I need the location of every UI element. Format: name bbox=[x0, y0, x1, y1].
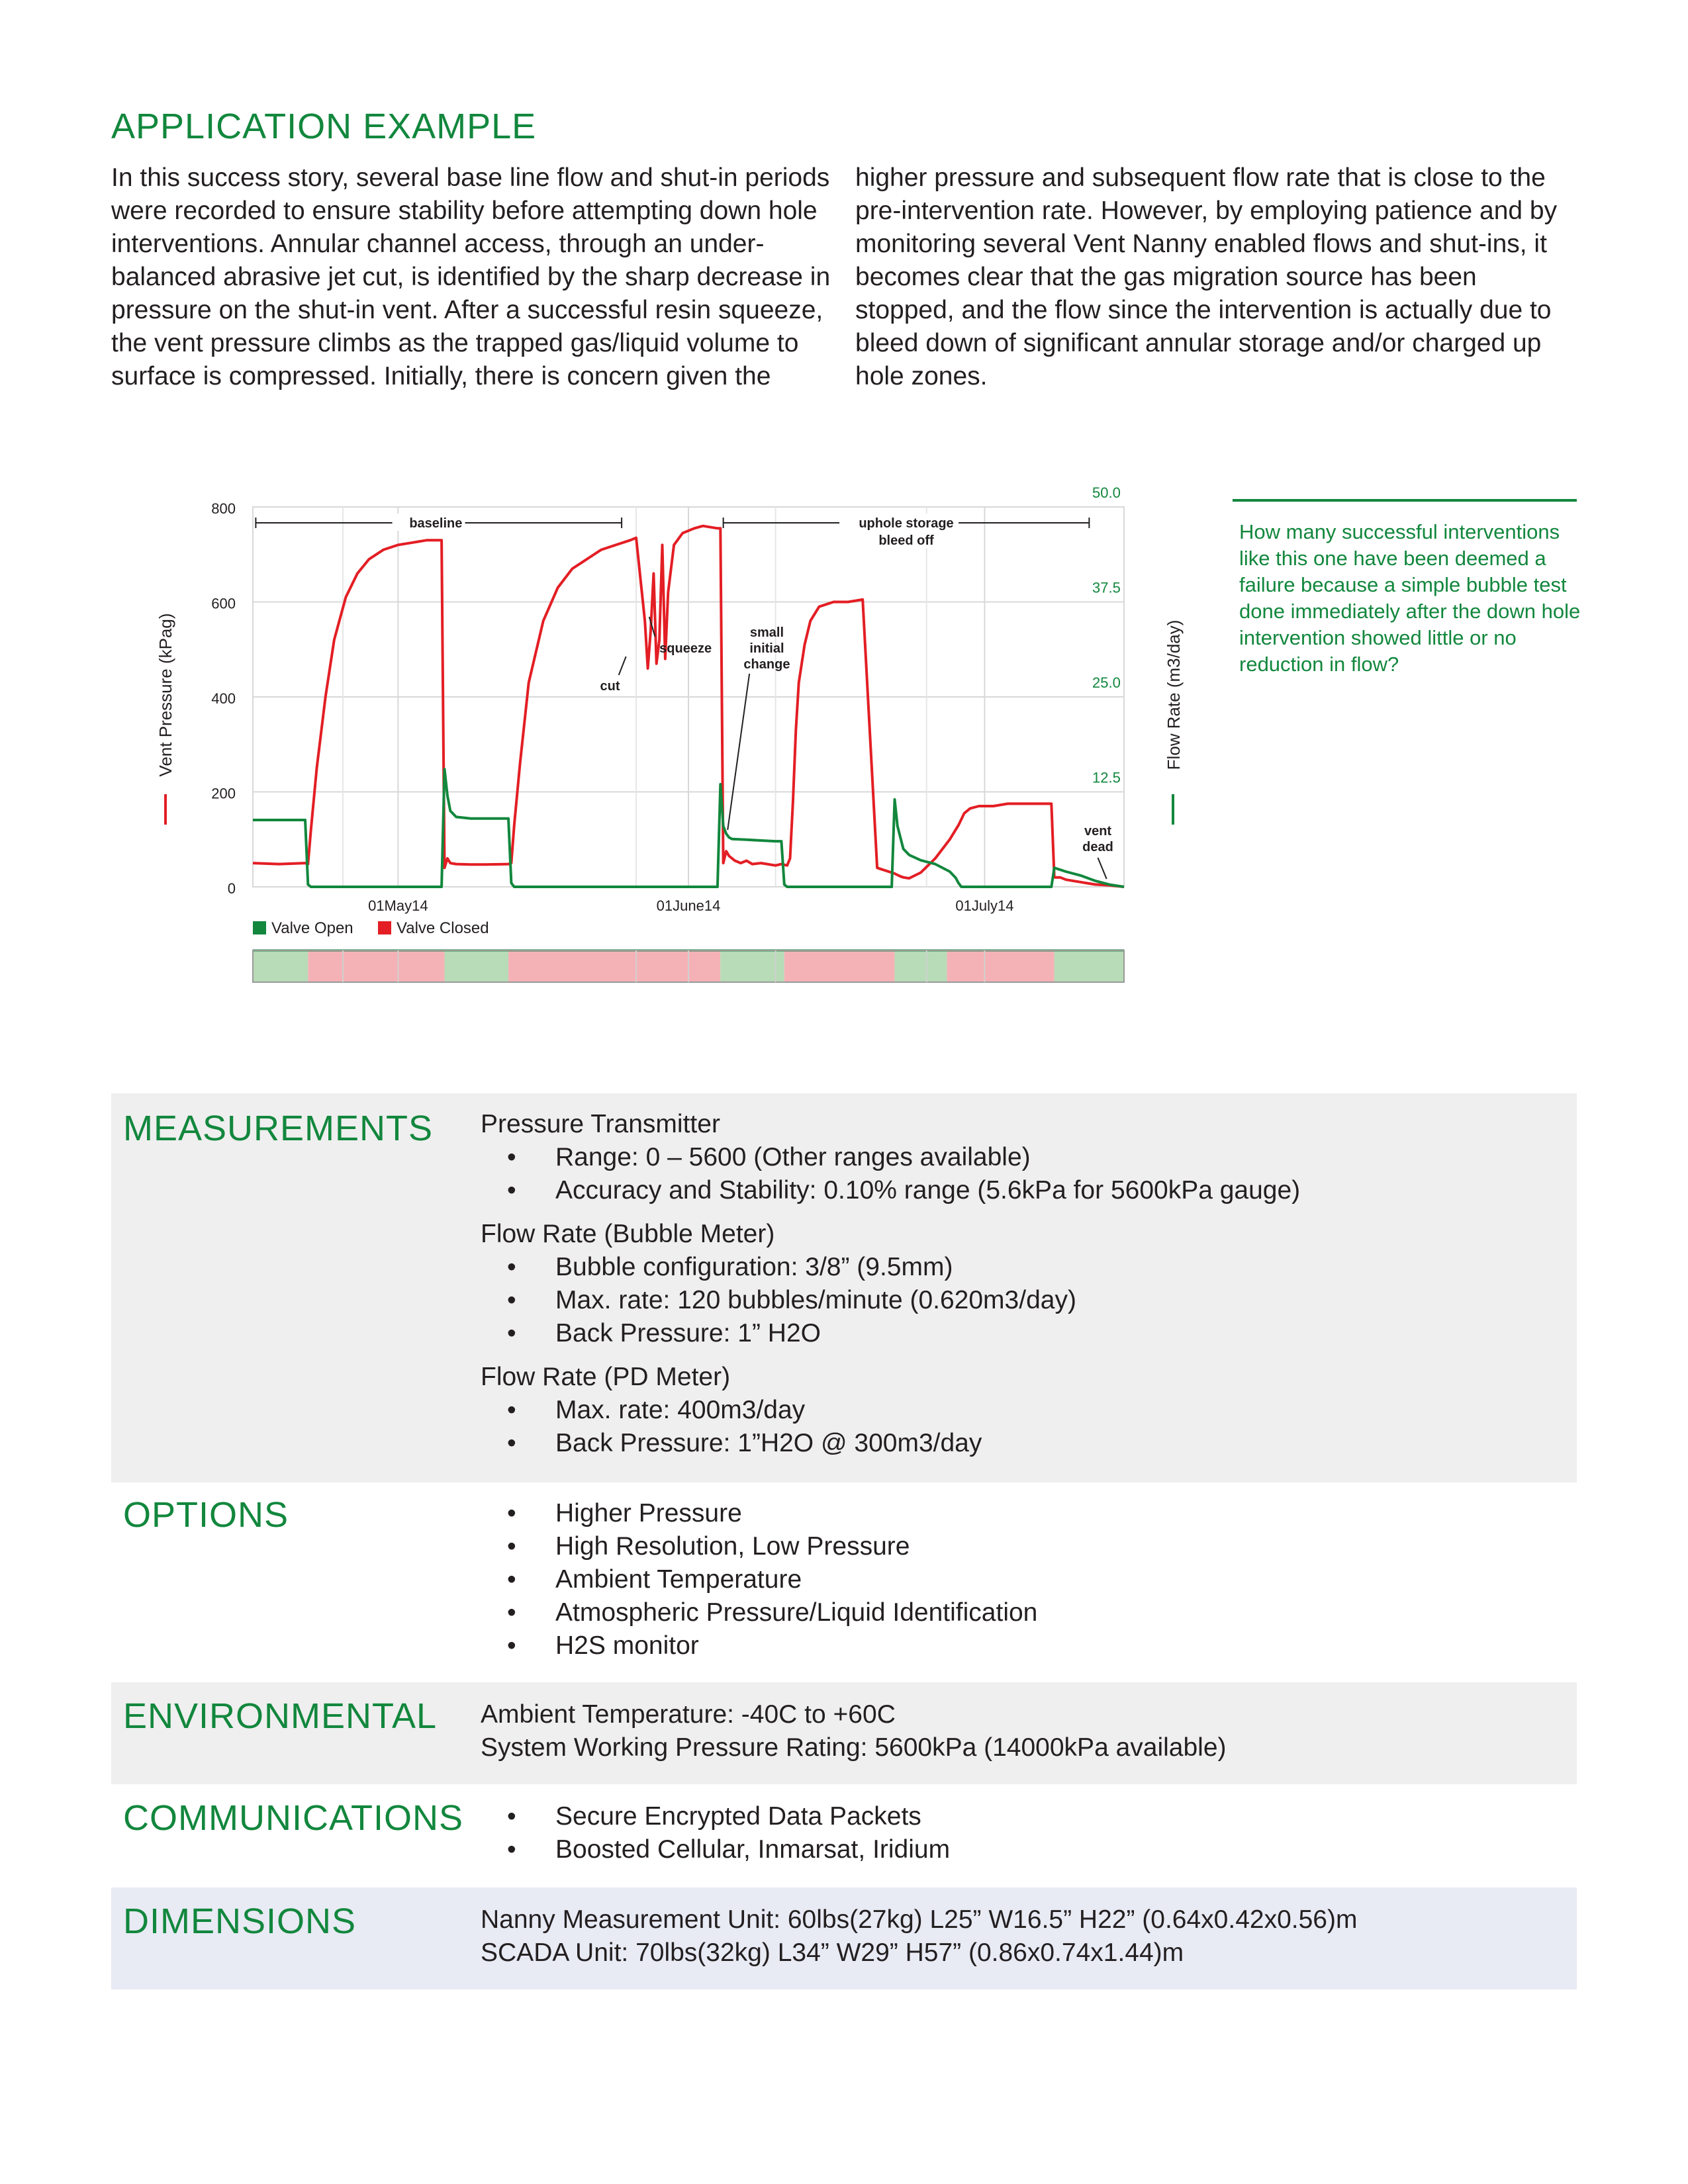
valve-open-segment bbox=[894, 950, 947, 982]
y2-tick-label: 25.0 bbox=[1092, 674, 1121, 691]
bullet-icon: • bbox=[507, 1429, 516, 1457]
annotation-baseline: baseline bbox=[409, 516, 463, 531]
y-axis-title: Vent Pressure (kPag) bbox=[156, 613, 175, 777]
bullet-icon: • bbox=[507, 1532, 516, 1561]
communications-body bbox=[481, 1800, 950, 1866]
measurements-section bbox=[111, 1093, 1577, 1482]
environmental-section bbox=[111, 1682, 1577, 1784]
annotation-squeeze: squeeze bbox=[659, 641, 712, 656]
measurements-label: MEASUREMENTS bbox=[123, 1109, 434, 1148]
environmental-line: Ambient Temperature: -40C to +60C bbox=[481, 1700, 896, 1729]
list-item: • Back Pressure: 1” H2O bbox=[481, 1317, 1300, 1350]
options-list bbox=[481, 1497, 1037, 1662]
valve-closed-segment bbox=[947, 950, 1054, 982]
intro-paragraph-1: In this success story, several base line flow and shut-in periods were recorded to ensure stability before attempting down hole interventions. Annular channel access, through an under-balanced abrasive jet cut, is identified by the sharp decrease in pressure on the shut-in vent. After a successful resin squeeze, the vent pressure climbs as the trapped gas/liquid volume to surface is compressed. Initially, there is concern given the bbox=[111, 163, 831, 390]
intro-column-left bbox=[111, 161, 833, 393]
chart-grid bbox=[253, 507, 1124, 887]
valve-open-segment bbox=[1055, 950, 1124, 982]
bullet-icon: • bbox=[507, 1286, 516, 1314]
annotation-uphole: bleed off bbox=[878, 533, 934, 548]
intro-paragraph-2: higher pressure and subsequent flow rate that is close to the pre-intervention rate. However, by employing patience and by monitoring several Vent Nanny enabled flows and shut-ins, it becomes clear that the gas migration source has been stopped, and the flow since the intervention is actually due to bleed down of significant annular storage and/or charged up hole zones. bbox=[855, 163, 1558, 390]
legend-label: Valve Open bbox=[271, 919, 353, 937]
bullet-icon: • bbox=[507, 1253, 516, 1281]
communications-label: COMMUNICATIONS bbox=[123, 1798, 463, 1838]
annotation-vent-dead: dead bbox=[1082, 840, 1113, 854]
list-item: • High Resolution, Low Pressure bbox=[481, 1530, 1037, 1563]
annotation-small-change: small bbox=[749, 625, 784, 640]
valve-open-segment bbox=[445, 950, 509, 982]
list-item: • Max. rate: 400m3/day bbox=[481, 1394, 1300, 1427]
bullet-icon: • bbox=[507, 1143, 516, 1171]
page-title: APPLICATION EXAMPLE bbox=[111, 107, 537, 146]
bullet-icon: • bbox=[507, 1631, 516, 1660]
communications-section bbox=[111, 1786, 1577, 1885]
measurement-heading: Flow Rate (PD Meter) bbox=[481, 1363, 731, 1391]
list-item: • Max. rate: 120 bubbles/minute (0.620m3/day) bbox=[481, 1284, 1300, 1317]
legend-swatch bbox=[378, 921, 391, 934]
options-section bbox=[111, 1482, 1577, 1681]
dimensions-label: DIMENSIONS bbox=[123, 1901, 357, 1941]
dimensions-body bbox=[481, 1903, 1357, 1970]
annotation-small-change: initial bbox=[749, 641, 784, 656]
list-item: • Back Pressure: 1”H2O @ 300m3/day bbox=[481, 1427, 1300, 1460]
bullet-icon: • bbox=[507, 1802, 516, 1831]
bullet-icon: • bbox=[507, 1565, 516, 1594]
measurement-list bbox=[481, 1141, 1300, 1207]
options-label: OPTIONS bbox=[123, 1495, 289, 1535]
y2-tick-label: 50.0 bbox=[1092, 484, 1121, 501]
measurements-body bbox=[481, 1108, 1300, 1471]
y2-tick-label: 12.5 bbox=[1092, 769, 1121, 786]
bullet-icon: • bbox=[507, 1396, 516, 1424]
y-tick-label: 800 bbox=[211, 500, 236, 517]
measurement-heading: Pressure Transmitter bbox=[481, 1110, 720, 1138]
annotation-small-change: change bbox=[743, 657, 790, 672]
annotation-uphole: uphole storage bbox=[859, 516, 954, 531]
y2-axis-title: Flow Rate (m3/day) bbox=[1164, 619, 1184, 770]
measurement-group bbox=[481, 1361, 1300, 1460]
measurement-heading: Flow Rate (Bubble Meter) bbox=[481, 1220, 775, 1248]
bullet-icon: • bbox=[507, 1598, 516, 1627]
measurement-group bbox=[481, 1218, 1300, 1350]
y-tick-label: 0 bbox=[227, 880, 236, 897]
y-tick-label: 400 bbox=[211, 690, 236, 707]
legend-label: Valve Closed bbox=[397, 919, 489, 937]
dimensions-section bbox=[111, 1888, 1577, 1989]
list-item: • Bubble configuration: 3/8” (9.5mm) bbox=[481, 1251, 1300, 1284]
intro-column-right bbox=[855, 161, 1577, 393]
x-tick-label: 01June14 bbox=[656, 897, 721, 914]
y2-tick-label: 37.5 bbox=[1092, 579, 1121, 596]
y-tick-label: 600 bbox=[211, 595, 236, 612]
list-item: • Secure Encrypted Data Packets bbox=[481, 1800, 950, 1833]
environmental-line: System Working Pressure Rating: 5600kPa (14000kPa available) bbox=[481, 1733, 1227, 1762]
list-item: • Higher Pressure bbox=[481, 1497, 1037, 1530]
list-item: • Ambient Temperature bbox=[481, 1563, 1037, 1596]
bullet-icon: • bbox=[507, 1176, 516, 1205]
environmental-label: ENVIRONMENTAL bbox=[123, 1696, 438, 1736]
list-item: • H2S monitor bbox=[481, 1629, 1037, 1662]
sidebar-rule bbox=[1233, 499, 1577, 502]
list-item: • Atmospheric Pressure/Liquid Identification bbox=[481, 1596, 1037, 1629]
valve-closed-segment bbox=[308, 950, 444, 982]
legend-swatch bbox=[253, 921, 266, 934]
options-body bbox=[481, 1497, 1037, 1662]
x-tick-label: 01May14 bbox=[368, 897, 428, 914]
dimensions-line: Nanny Measurement Unit: 60lbs(27kg) L25” W16.5” H22” (0.64x0.42x0.56)m bbox=[481, 1905, 1358, 1934]
valve-closed-segment bbox=[784, 950, 895, 982]
measurement-group bbox=[481, 1108, 1300, 1207]
valve-state-bar bbox=[253, 950, 1124, 982]
environmental-body bbox=[481, 1698, 1227, 1764]
measurement-list bbox=[481, 1251, 1300, 1350]
list-item: • Accuracy and Stability: 0.10% range (5.6kPa for 5600kPa gauge) bbox=[481, 1174, 1300, 1207]
sidebar-question: How many successful interventions like this one have been deemed a failure because a simple bubble test done immediately after the down hole intervention showed little or no reduction in flow? bbox=[1239, 520, 1581, 676]
bullet-icon: • bbox=[507, 1835, 516, 1864]
bullet-icon: • bbox=[507, 1319, 516, 1347]
y-tick-label: 200 bbox=[211, 785, 236, 802]
valve-open-segment bbox=[253, 950, 308, 982]
list-item: • Boosted Cellular, Inmarsat, Iridium bbox=[481, 1833, 950, 1866]
measurement-list bbox=[481, 1394, 1300, 1460]
communications-list bbox=[481, 1800, 950, 1866]
dimensions-line: SCADA Unit: 70lbs(32kg) L34” W29” H57” (0.86x0.74x1.44)m bbox=[481, 1938, 1184, 1967]
list-item: • Range: 0 – 5600 (Other ranges available) bbox=[481, 1141, 1300, 1174]
valve-open-segment bbox=[720, 950, 784, 982]
bullet-icon: • bbox=[507, 1499, 516, 1527]
annotation-cut: cut bbox=[600, 679, 620, 694]
x-tick-label: 01July14 bbox=[955, 897, 1014, 914]
annotation-vent-dead: vent bbox=[1084, 824, 1112, 839]
